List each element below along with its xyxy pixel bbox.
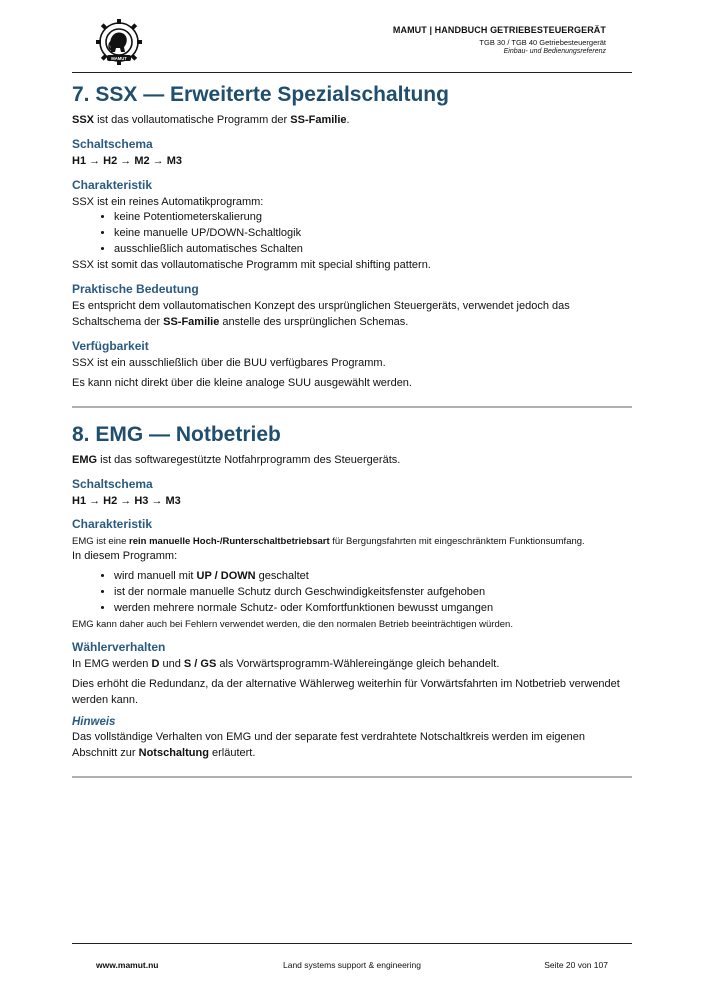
- section-8-char-list: [72, 569, 632, 616]
- hinweis-text-end: erläutert.: [208, 746, 256, 759]
- list-item: • werden mehrere normale Schutz- oder Komfortfunktionen bewusst umgangen: [114, 601, 632, 617]
- footer-page-number: Seite 20 von 107: [544, 960, 608, 970]
- term-emg: EMG: [72, 453, 98, 466]
- list-item: [114, 569, 632, 585]
- section-8-waehler-2: Dies erhöht die Redundanz, da der alternative Wählerweg weiterhin für Vorwärtsfahrten im Notbetrieb verwendet werden kann.: [72, 677, 620, 706]
- footer-website-link[interactable]: www.mamut.nu: [96, 960, 159, 970]
- section-7-verfuegbarkeit-heading: Verfügbarkeit: [72, 338, 149, 353]
- intro-text: ist das vollautomatische Programm der: [94, 114, 291, 127]
- header-text: [393, 25, 606, 55]
- header-subtitle-2: Einbau- und Bedienungsreferenz: [503, 48, 606, 55]
- bedeutung-text-end: anstelle des ursprünglichen Schemas.: [219, 315, 409, 328]
- term-d: D: [151, 657, 160, 670]
- section-divider: [72, 776, 632, 778]
- intro-text-end: .: [346, 114, 350, 127]
- mamut-gear-logo-icon: [94, 17, 144, 67]
- section-divider: [72, 406, 632, 408]
- section-7-verfuegbarkeit-2: Es kann nicht direkt über die kleine analoge SUU ausgewählt werden.: [72, 376, 412, 389]
- footer-tagline: Land systems support & engineering: [283, 960, 421, 970]
- section-7-bedeutung-heading: Praktische Bedeutung: [72, 281, 199, 296]
- section-7-char-outro: SSX ist somit das vollautomatische Programm mit special shifting pattern.: [72, 258, 431, 271]
- term-manual-mode: rein manuelle Hoch-/Runterschaltbetriebsart: [129, 536, 330, 548]
- list-item: • keine manuelle UP/DOWN-Schaltlogik: [114, 226, 632, 242]
- char-text: EMG ist eine: [72, 536, 130, 548]
- section-7-schaltschema-heading: Schaltschema: [72, 137, 153, 152]
- item-text: wird manuell mit: [114, 570, 197, 583]
- waehler-text: In EMG werden: [72, 657, 152, 670]
- section-7-verfuegbarkeit-1: SSX ist ein ausschließlich über die BUU verfügbares Programm.: [72, 356, 386, 369]
- char-text-end: für Bergungsfahrten mit eingeschränktem Funktionsumfang.: [329, 536, 585, 548]
- section-8-schaltschema-heading: Schaltschema: [72, 476, 153, 491]
- section-8-char-outro: EMG kann daher auch bei Fehlern verwendet werden, die den normalen Betrieb beeinträchtigen würden.: [72, 618, 513, 630]
- term-s-gs: S / GS: [183, 657, 217, 670]
- section-8-waehler-1: [72, 657, 632, 673]
- header-subtitle: TGB 30 / TGB 40 Getriebesteuergerät: [479, 38, 606, 47]
- section-8-title: 8. EMG — Notbetrieb: [72, 422, 281, 446]
- list-item: • ausschließlich automatisches Schalten: [114, 242, 632, 258]
- waehler-text-and: und: [159, 657, 184, 670]
- item-text-end: geschaltet: [255, 570, 309, 583]
- list-item: • ist der normale manuelle Schutz durch Geschwindigkeitsfenster aufgehoben: [114, 585, 632, 601]
- section-7-schaltschema: H1 → H2 → M2 → M3: [72, 155, 183, 168]
- term-up-down: UP / DOWN: [196, 570, 256, 583]
- section-7-char-intro: SSX ist ein reines Automatikprogramm:: [72, 195, 264, 208]
- section-8-hinweis-heading: Hinweis: [72, 715, 116, 728]
- term-ssx: SSX: [72, 114, 95, 127]
- section-8-charakteristik-heading: Charakteristik: [72, 517, 153, 532]
- page-footer: [72, 943, 632, 984]
- page-content: [72, 82, 632, 792]
- section-7-charakteristik-heading: Charakteristik: [72, 177, 153, 192]
- section-7-intro: [72, 113, 632, 129]
- svg-text:MAMUT: MAMUT: [111, 55, 127, 61]
- waehler-text-end: als Vorwärtsprogramm-Wählereingänge gleich behandelt.: [216, 657, 500, 670]
- section-8-hinweis: [72, 730, 632, 762]
- hinweis-text: Das vollständige Verhalten von EMG und der separate fest verdrahtete Notschaltkreis werden im eigenen Abschnitt zur: [72, 730, 586, 759]
- term-ss-familie: SS-Familie: [290, 114, 347, 127]
- section-8-waehler-heading: Wählerverhalten: [72, 639, 166, 654]
- section-8-char-intro: In diesem Programm:: [72, 550, 178, 563]
- section-8-char-text: [72, 534, 632, 549]
- intro-text: ist das softwaregestützte Notfahrprogramm des Steuergeräts.: [97, 453, 401, 466]
- term-notschaltung: Notschaltung: [138, 746, 209, 759]
- header-title: MAMUT | HANDBUCH GETRIEBESTEUERGERÄT: [392, 25, 606, 35]
- bedeutung-text: Es entspricht dem vollautomatischen Konzept des ursprünglichen Steuergeräts, verwendet jedoch das Schaltschema der: [72, 299, 570, 328]
- section-7-bedeutung: [72, 299, 632, 331]
- page-header: [72, 14, 632, 73]
- term-ss-familie: SS-Familie: [163, 315, 220, 328]
- list-item: • keine Potentiometerskalierung: [114, 210, 632, 226]
- section-8-schaltschema: H1 → H2 → H3 → M3: [72, 494, 181, 507]
- section-8-intro: [72, 453, 632, 469]
- section-7-char-list: [72, 210, 632, 257]
- section-7-title: 7. SSX — Erweiterte Spezialschaltung: [72, 83, 449, 106]
